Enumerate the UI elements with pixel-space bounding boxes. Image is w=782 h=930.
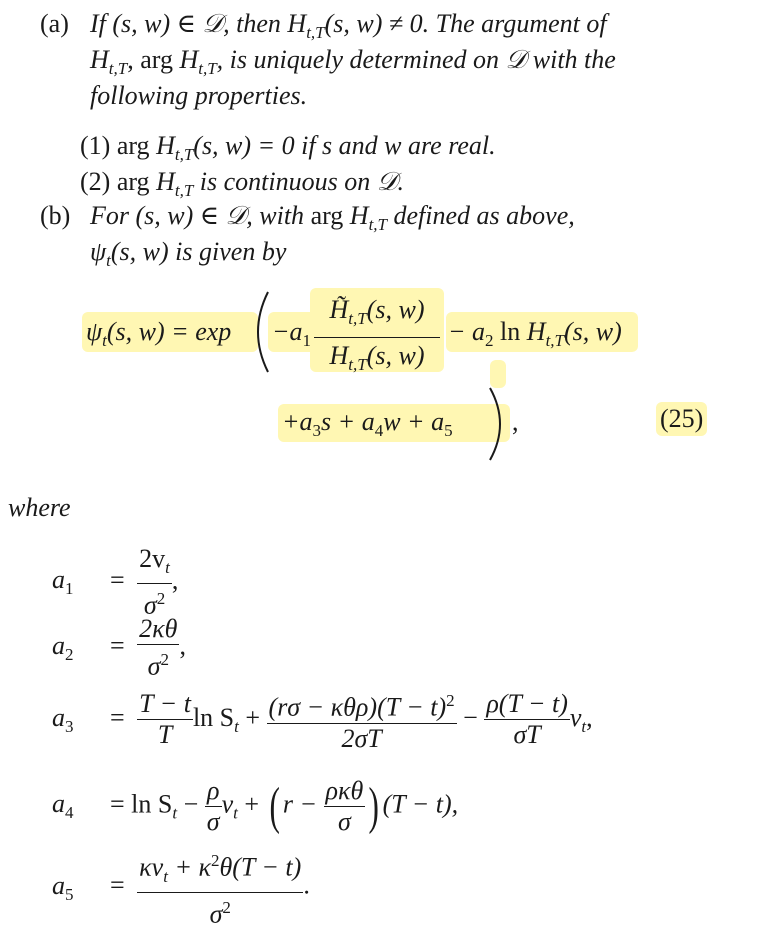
definition-a3: $a_3$ = $\frac{T - t}{T}$ $\ln S_t$ + $\frac{(r\sigma - \kappa\theta\rho)(T - t)^2}{2\sigma T}$ − $\frac{\rho(T - t)}{\sigma T}$ $v_t$, bbox=[52, 686, 593, 754]
definition-a4: $a_4 = \ln S_t$ − $\frac{\rho}{\sigma}$ $v_t$ + ( r − $\frac{\text{ρκθ}}{\sigma}$ ) (T − t), bbox=[52, 776, 459, 836]
equation-term2: − $a_2$ $\ln H_{t,T}(s$, w) bbox=[448, 317, 622, 351]
part-b-line2: $\psi_t(s$, w) is given by bbox=[90, 237, 287, 271]
equation-minus-a1: $-a_1$ bbox=[272, 317, 312, 351]
equation-close-paren bbox=[484, 386, 514, 462]
property-2: (2) arg $H_{t,T}$ is continuous on 𝒟. bbox=[80, 167, 404, 201]
part-a-label: (a) bbox=[40, 9, 69, 38]
part-a-line1: If (s, w) ∈ 𝒟, then $H_{t,T}(s$, w) ≠ 0. The argument of bbox=[90, 9, 607, 43]
where-label: where bbox=[8, 493, 71, 522]
part-b-line1: For (s, w) ∈ 𝒟, with arg $H_{t,T}$ defined as above, bbox=[90, 201, 575, 235]
equation-open-paren bbox=[244, 290, 274, 374]
part-b-label: (b) bbox=[40, 201, 71, 230]
highlight-marker bbox=[490, 360, 506, 388]
part-a-line2: $H_{t,T}$, arg $H_{t,T}$, is uniquely determined on 𝒟 with the bbox=[90, 45, 616, 79]
definition-a1: $a_1$ = $\frac{2v_t}{\sigma^2}$ , bbox=[52, 544, 179, 620]
part-a-line3: following properties. bbox=[90, 81, 308, 110]
equation-fraction: $H̃_{t,T}(s$, w) $H_{t,T}(s$, w) bbox=[314, 292, 440, 383]
equation-number: (25) bbox=[656, 402, 707, 436]
equation-line2: $+a_3s + a_4w + a_5$ bbox=[282, 407, 453, 441]
definition-a2: $a_2$ = $\frac{2\kappa\theta}{\sigma^2}$ , bbox=[52, 614, 186, 681]
equation-lhs: $\psi_t(s$, w) = exp bbox=[86, 317, 232, 351]
property-1: (1) arg $H_{t,T}(s$, w) = 0 if s and w are real. bbox=[80, 131, 496, 165]
equation-trailing-comma: , bbox=[512, 407, 519, 436]
definition-a5: $a_5$ = $\frac{\kappa v_t + \kappa^2\theta(T - t)}{\sigma^2}$ . bbox=[52, 846, 310, 930]
